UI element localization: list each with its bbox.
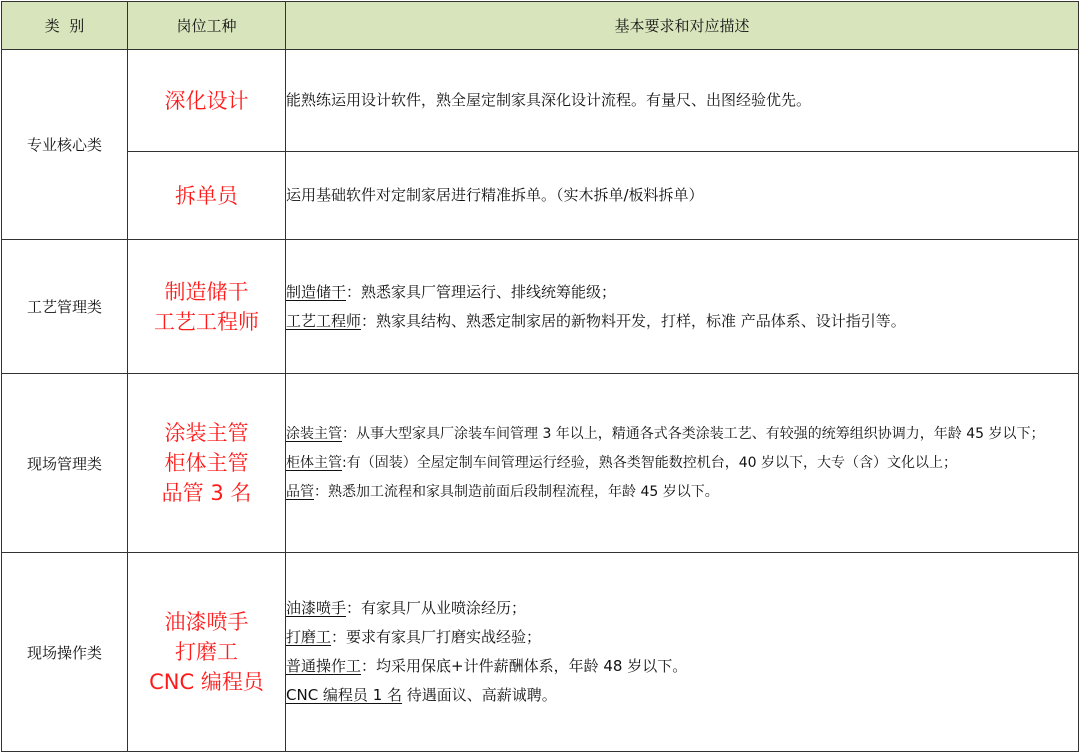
position-name: 柜体主管 [164,451,249,475]
table-row [2,240,1079,374]
description-text: ：从事大型家具厂涂装车间管理 3 年以上，精通各式各类涂装工艺、有较强的统筹组织协调力，年龄 45 岁以下； [342,425,1045,442]
category-cell: 现场管理类 [2,374,128,553]
position-cell [128,152,286,240]
description-label: 品管 [286,483,314,500]
description-text: :有（固装）全屋定制车间管理运行经验，熟各类智能数控机台，40 岁以下，大专（含）文化以上； [342,454,957,471]
description-line [286,623,1078,652]
description-cell [286,553,1079,752]
description-label: 柜体主管 [286,454,342,471]
description-line [286,594,1078,623]
header-position: 岗位工种 [128,2,286,50]
description-label: 打磨工 [286,628,332,646]
description-line [286,278,1078,307]
header-requirements: 基本要求和对应描述 [286,2,1079,50]
description-cell [286,50,1079,152]
description-line [286,478,1078,507]
description-text: ：有家具厂从业喷涂经历； [346,599,527,617]
description-label: 普通操作工 [286,657,362,675]
category-cell: 现场操作类 [2,553,128,752]
table-row [2,152,1079,240]
position-name: 打磨工 [175,640,238,664]
description-line [286,449,1078,478]
description-line [286,420,1078,449]
position-name: 工艺工程师 [154,309,259,334]
description-text: ：要求有家具厂打磨实战经验； [331,628,542,646]
position-cell [128,240,286,374]
position-name: 品管 3 名 [161,481,252,505]
description-label: 制造储干 [286,282,347,301]
description-label: CNC 编程员 1 名 [286,686,403,704]
position-cell [128,374,286,553]
description-line [286,652,1078,681]
description-line [286,681,1078,710]
category-cell: 工艺管理类 [2,240,128,374]
description-line [286,307,1078,336]
header-row [2,2,1079,50]
description-label: 涂装主管 [286,425,342,442]
description-text: 能熟练运用设计软件，熟全屋定制家具深化设计流程。有量尺、出图经验优先。 [286,91,812,109]
position-name: 涂装主管 [164,421,249,445]
description-text: ：熟家具结构、熟悉定制家居的新物料开发，打样，标准 产品体系、设计指引等。 [361,311,906,330]
position-name: CNC 编程员 [149,670,264,694]
position-cell [128,553,286,752]
description-text: ：均采用保底+计件薪酬体系，年龄 48 岁以下。 [361,657,688,675]
header-category: 类 别 [2,2,128,50]
description-label: 工艺工程师 [286,311,362,330]
position-cell [128,50,286,152]
description-text: 运用基础软件对定制家居进行精准拆单。（实木拆单/板料拆单） [286,186,704,204]
position-name: 拆单员 [175,183,238,208]
position-name: 油漆喷手 [164,610,249,634]
job-requirements-table [1,1,1079,752]
description-text: 待遇面议、高薪诚聘。 [402,686,557,704]
table-row [2,50,1079,152]
table-row [2,374,1079,553]
category-cell: 专业核心类 [2,50,128,240]
description-text: ：熟悉家具厂管理运行、排线统筹能级； [346,282,617,301]
position-name: 制造储干 [164,279,249,304]
description-cell [286,374,1079,553]
description-text: ：熟悉加工流程和家具制造前面后段制程流程，年龄 45 岁以下。 [314,483,719,500]
description-cell [286,240,1079,374]
position-name: 深化设计 [164,88,249,113]
table-row [2,553,1079,752]
description-label: 油漆喷手 [286,599,347,617]
description-cell [286,152,1079,240]
